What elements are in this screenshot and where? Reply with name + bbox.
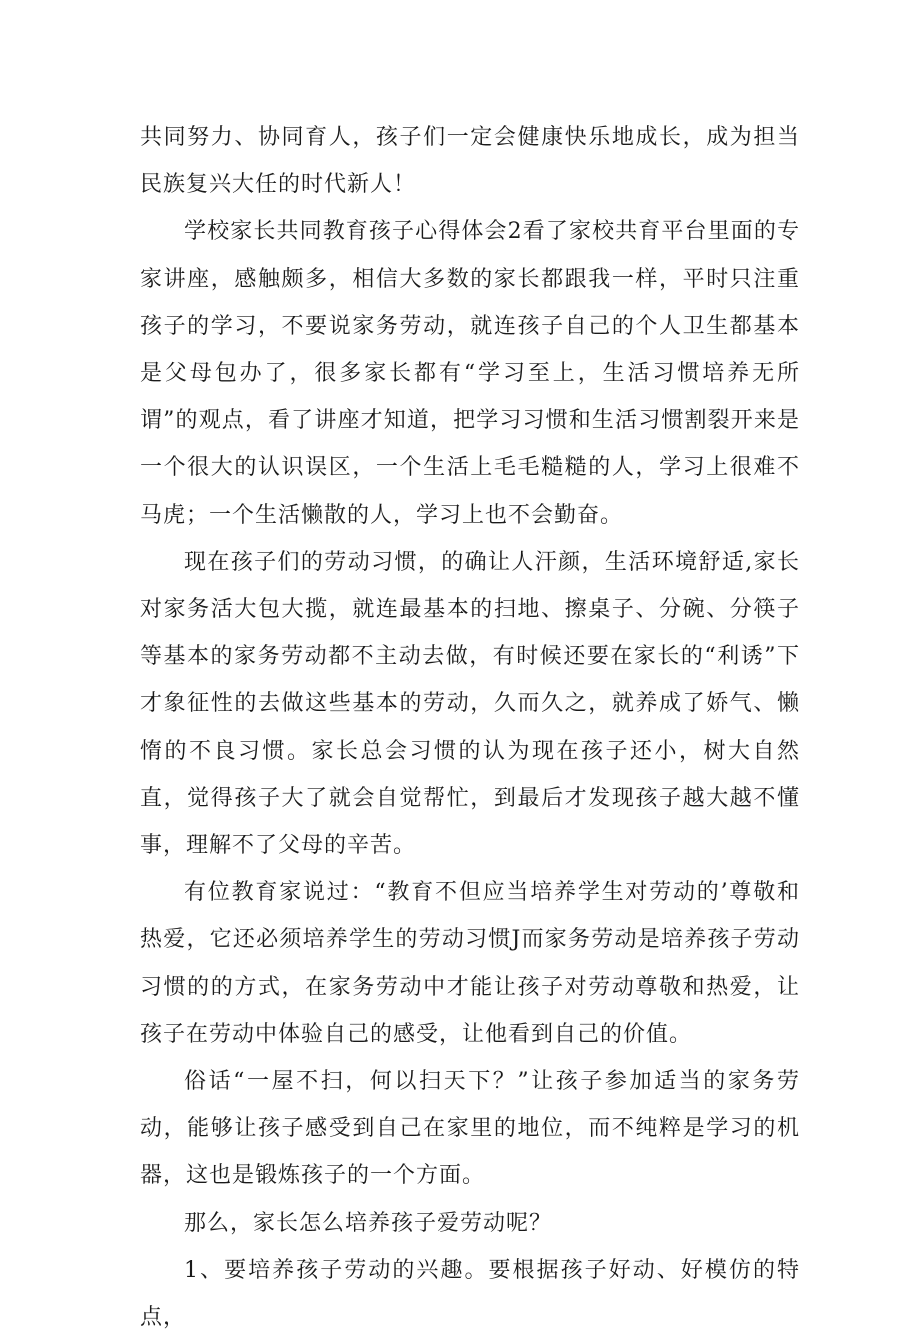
paragraph-labor-habits: 现在孩子们的劳动习惯，的确让人汗颜，生活环境舒适,家长对家务活大包大揽，就连最基本的扫地、擦桌子、分碗、分筷子等基本的家务劳动都不主动去做，有时候还要在家长的“利诱”下才象征性的去做这些基本的劳动，久而久之，就养成了娇气、懒惰的不良习惯。家长总会习惯的认为现在孩子还小，树大自然直，觉得孩子大了就会自觉帮忙，到最后才发现孩子越大越不懂事，理解不了父母的辛苦。 <box>140 549 800 859</box>
paragraph-continuation: 共同努力、协同育人，孩子们一定会健康快乐地成长，成为担当民族复兴大任的时代新人！ <box>140 125 800 198</box>
document-body <box>140 114 800 1341</box>
paragraph-point-1: 1、要培养孩子劳动的兴趣。要根据孩子好动、好模仿的特点， <box>140 1257 800 1331</box>
paragraph-educator-quote: 有位教育家说过：“教育不但应当培养学生对劳动的’尊敬和热爱，它还必须培养学生的劳动习惯J而家务劳动是培养孩子劳动习惯的的方式，在家务劳动中才能让孩子对劳动尊敬和热爱，让孩子在劳动中体验自己的感受，让他看到自己的价值。 <box>140 880 800 1047</box>
paragraph-question: 那么，家长怎么培养孩子爱劳动呢？ <box>184 1210 553 1236</box>
paragraph-reflection-intro: 学校家长共同教育孩子心得体会2看了家校共育平台里面的专家讲座，感触颇多，相信大多数的家长都跟我一样，平时只注重孩子的学习，不要说家务劳动，就连孩子自己的个人卫生都基本是父母包办了，很多家长都有“学习至上，生活习惯培养无所谓”的观点，看了讲座才知道，把学习习惯和生活习惯割裂开来是一个很大的认识误区，一个生活上毛毛糙糙的人，学习上很难不马虎；一个生活懒散的人，学习上也不会勤奋。 <box>140 219 800 528</box>
paragraph-proverb: 俗话“一屋不扫，何以扫天下？”让孩子参加适当的家务劳动，能够让孩子感受到自己在家里的地位，而不纯粹是学习的机器，这也是锻炼孩子的一个方面。 <box>140 1069 800 1189</box>
